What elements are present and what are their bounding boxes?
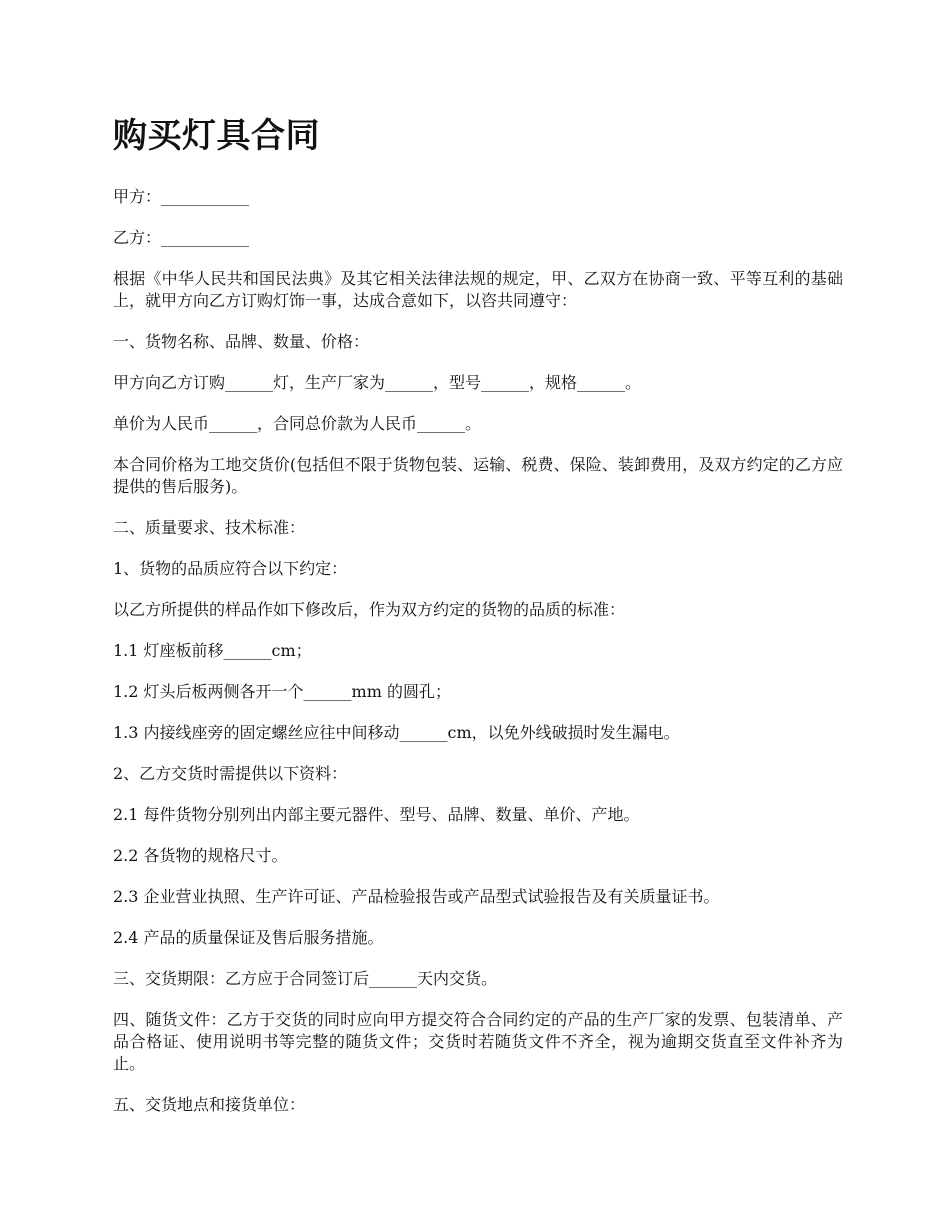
quality-standard-paragraph: 以乙方所提供的样品作如下修改后，作为双方约定的货物的品质的标准： (113, 600, 626, 619)
section-1-heading: 一、货物名称、品牌、数量、价格： (113, 332, 370, 351)
section-2-heading: 二、质量要求、技术标准： (113, 518, 306, 537)
quality-clause-1: 1、货物的品质应符合以下约定： (113, 559, 348, 578)
price-paragraph: 单价为人民币______，合同总价款为人民币______。 (113, 414, 482, 433)
price-terms-paragraph: 本合同价格为工地交货价(包括但不限于货物包装、运输、税费、保险、装卸费用，及双方约定的乙方应提供的售后服务)。 (113, 455, 843, 496)
quality-clause-2: 2、乙方交货时需提供以下资料： (113, 764, 348, 783)
section-4-accompanying-documents: 四、随货文件：乙方于交货的同时应向甲方提交符合合同约定的产品的生产厂家的发票、包装清单、产品合格证、使用说明书等完整的随货文件；交货时若随货文件不齐全，视为逾期交货直至文件补齐为止。 (113, 1010, 843, 1073)
clause-2-2: 2.2 各货物的规格尺寸。 (113, 846, 288, 865)
preamble-paragraph: 根据《中华人民共和国民法典》及其它相关法律法规的规定，甲、乙双方在协商一致、平等互利的基础上，就甲方向乙方订购灯饰一事，达成合意如下，以咨共同遵守： (113, 269, 843, 310)
clause-1-2: 1.2 灯头后板两侧各开一个______mm 的圆孔； (113, 682, 451, 701)
order-details-paragraph: 甲方向乙方订购______灯，生产厂家为______，型号______，规格______。 (113, 373, 642, 392)
section-5-heading: 五、交货地点和接货单位： (113, 1095, 306, 1114)
clause-2-4: 2.4 产品的质量保证及售后服务措施。 (113, 928, 384, 947)
clause-1-3: 1.3 内接线座旁的固定螺丝应往中间移动______cm，以免外线破损时发生漏电。 (113, 723, 680, 742)
document-title: 购买灯具合同 (113, 116, 320, 156)
party-a-line: 甲方：___________ (113, 187, 250, 206)
clause-1-1: 1.1 灯座板前移______cm； (113, 641, 312, 660)
clause-2-3: 2.3 企业营业执照、生产许可证、产品检验报告或产品型式试验报告及有关质量证书。 (113, 887, 720, 906)
section-3-delivery-period: 三、交货期限：乙方应于合同签订后______天内交货。 (113, 969, 498, 988)
party-b-line: 乙方：___________ (113, 228, 250, 247)
document-page (113, 112, 843, 1135)
clause-2-1: 2.1 每件货物分别列出内部主要元器件、型号、品牌、数量、单价、产地。 (113, 805, 640, 824)
